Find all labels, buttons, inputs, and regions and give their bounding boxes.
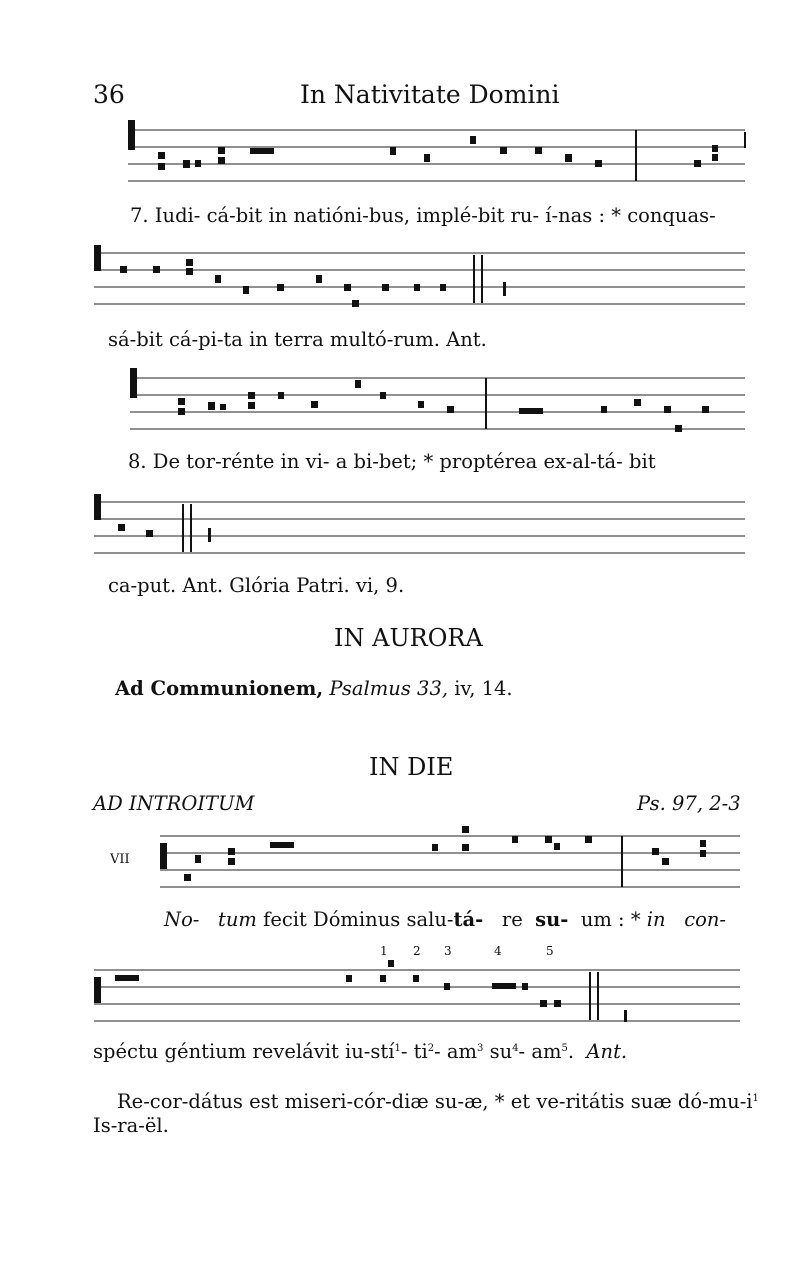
- syllable: spéctu géntium revelávit iu-stí: [93, 1040, 395, 1063]
- syllable: tá-: [453, 908, 484, 931]
- lyrics-verse-7-line-1: 7. Iudi- cá-bit in natióni-bus, implé-bit ru- í-nas : * conquas-: [130, 204, 716, 227]
- syllable: su-: [535, 908, 569, 931]
- section-heading-in-die: IN DIE: [369, 753, 454, 781]
- mode-label: VII: [110, 852, 130, 867]
- lyrics-verse-8-line-2: ca-put. Ant. Glória Patri. vi, 9.: [108, 574, 405, 597]
- neume-number: 3: [477, 1043, 484, 1054]
- page-number: 36: [93, 80, 125, 109]
- syllable: - am: [434, 1040, 478, 1063]
- neume-number: 1: [394, 1043, 401, 1054]
- syllable: re: [501, 908, 523, 931]
- syllable: .: [567, 1040, 575, 1063]
- syllable: um : *: [580, 908, 641, 931]
- neume-number: 1: [752, 1093, 759, 1104]
- introit-label: AD INTROITUM: [93, 792, 255, 815]
- neume-number: 3: [444, 944, 452, 958]
- doxology-line-1: [117, 1090, 759, 1113]
- neume-number: 2: [427, 1043, 435, 1054]
- communion-label: Ad Communionem,: [115, 677, 324, 700]
- doxology-line-2: Is-ra-ël.: [93, 1114, 169, 1137]
- neume-number: 4: [512, 1043, 519, 1054]
- doxology-text: Re-cor-dátus est miseri-cór-diæ su-æ, * et ve-ritátis suæ dó-mu-i: [117, 1090, 753, 1113]
- communion-ref: iv, 14.: [454, 677, 513, 700]
- psalm-reference: Ps. 97, 2-3: [637, 792, 741, 815]
- antiphon-marker: Ant.: [586, 1040, 628, 1063]
- syllable: tum: [218, 908, 257, 931]
- neume-number: 4: [494, 944, 502, 958]
- syllable: - am: [518, 1040, 562, 1063]
- neume-number: 5: [561, 1043, 568, 1054]
- syllable: su: [483, 1040, 513, 1063]
- communion-psalm: Psalmus 33,: [329, 677, 449, 700]
- section-heading-in-aurora: IN AURORA: [334, 624, 483, 652]
- running-title: In Nativitate Domini: [300, 80, 560, 109]
- lyrics-verse-7-line-2: sá-bit cá-pi-ta in terra multó-rum. Ant.: [108, 328, 487, 351]
- neume-number: 2: [413, 944, 421, 958]
- lyrics-verse-8-line-1: 8. De tor-rénte in vi- a bi-bet; * proptérea ex-al-tá- bit: [128, 450, 656, 473]
- syllable: No-: [164, 908, 200, 931]
- syllable: con-: [684, 908, 727, 931]
- syllable: - ti: [400, 1040, 428, 1063]
- syllable: in: [646, 908, 666, 931]
- neume-number: 5: [546, 944, 554, 958]
- neume-number: 1: [380, 944, 388, 958]
- introit-lyrics-line-2: [93, 1040, 627, 1063]
- syllable: fecit Dóminus salu-: [263, 908, 454, 931]
